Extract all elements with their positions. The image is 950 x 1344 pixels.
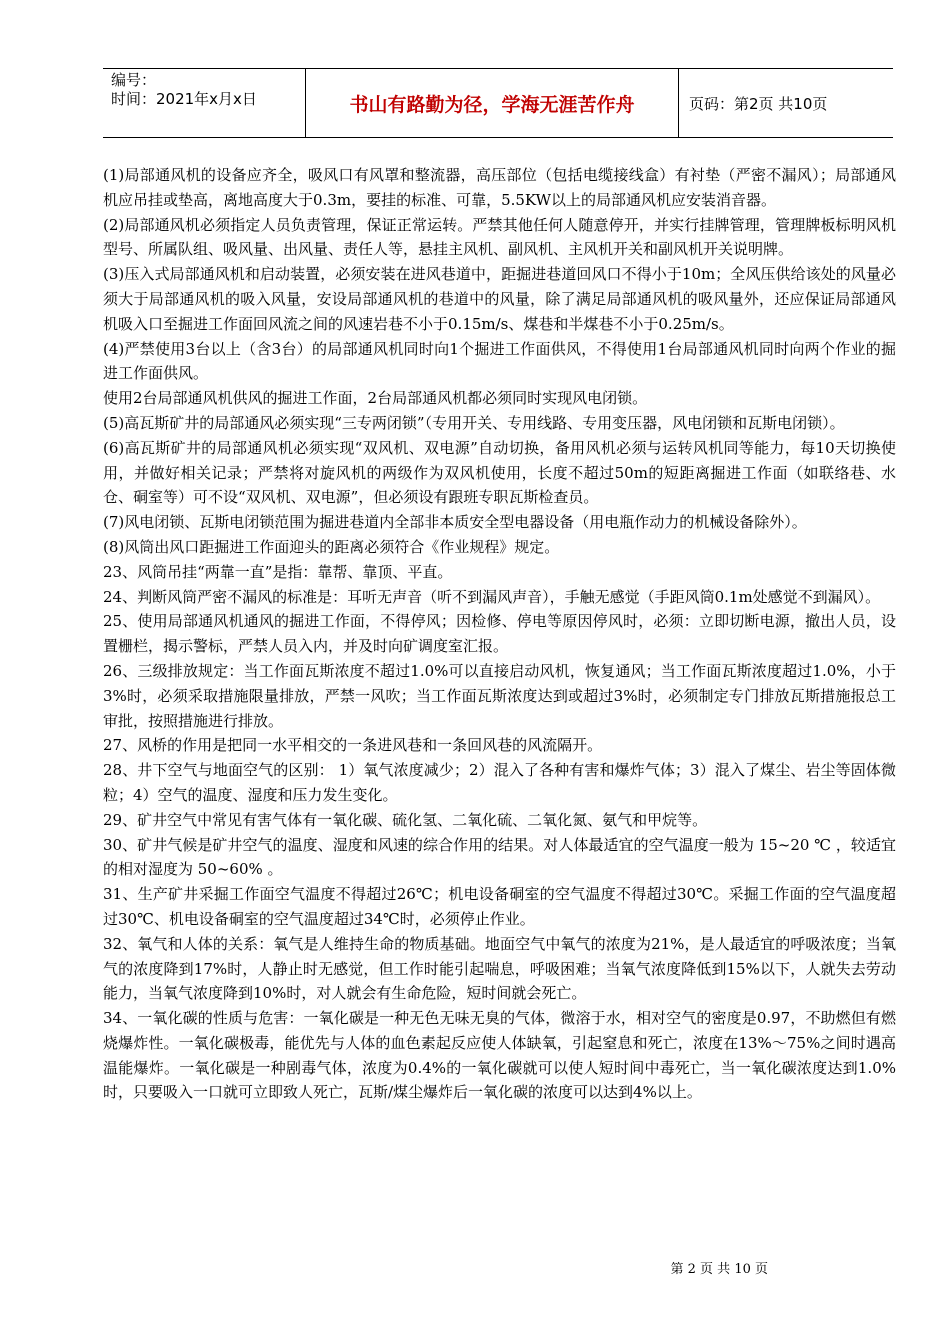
- paragraph: (3)压入式局部通风机和启动装置，必须安装在进风巷道中，距掘进巷道回风口不得小于10m；全风压供给该处的风量必须大于局部通风机的吸入风量，安设局部通风机的巷道中的风量，除了满足局部通风机的吸风量外，还应保证局部通风机吸入口至掘进工作面回风流之间的风速岩巷不小于0.15m/s、煤巷和半煤巷不小于0.25m/s。: [103, 265, 896, 333]
- paragraph: 使用2台局部通风机供风的掘进工作面，2台局部通风机都必须同时实现风电闭锁。: [103, 389, 648, 408]
- paragraph: (1)局部通风机的设备应齐全，吸风口有风罩和整流器，高压部位（包括电缆接线盒）有衬垫（严密不漏风）；局部通风机应吊挂或垫高，离地高度大于0.3m，要挂的标准、可靠，5.5KW以上的局部通风机应安装消音器。: [103, 166, 896, 209]
- paragraph: (6)高瓦斯矿井的局部通风机必须实现“双风机、双电源”自动切换，备用风机必须与运转风机同等能力，每10天切换使用，并做好相关记录；严禁将对旋风机的两级作为双风机使用，长度不超过50m的短距离掘进工作面（如联络巷、水仓、硐室等）可不设“双风机、双电源”，但必须设有跟班专职瓦斯检查员。: [103, 438, 896, 507]
- page-header: [103, 68, 893, 138]
- header-meta: [103, 69, 305, 137]
- paragraph: 29、矿井空气中常见有害气体有一氧化碳、硫化氢、二氧化硫、二氧化氮、氨气和甲烷等。: [103, 810, 708, 829]
- paragraph: 27、风桥的作用是把同一水平相交的一条进风巷和一条回风巷的风流隔开。: [103, 736, 603, 755]
- paragraph: 31、生产矿井采掘工作面空气温度不得超过26℃；机电设备硐室的空气温度不得超过30℃。采掘工作面的空气温度超过30℃、机电设备硐室的空气温度超过34℃时，必须停止作业。: [103, 885, 896, 928]
- paragraph: (4)严禁使用3台以上（含3台）的局部通风机同时向1个掘进工作面供风，不得使用1台局部通风机同时向两个作业的掘进工作面供风。: [103, 339, 896, 383]
- header-motto: 书山有路勤为径，学海无涯苦作舟: [305, 69, 679, 137]
- paragraph: (2)局部通风机必须指定人员负责管理，保证正常运转。严禁其他任何人随意停开，并实行挂牌管理，管理牌板标明风机型号、所属队组、吸风量、出风量、责任人等，悬挂主风机、副风机、主风机开关和副风机开关说明牌。: [103, 215, 896, 259]
- paragraph: 30、矿井气候是矿井空气的温度、湿度和风速的综合作用的结果。对人体最适宜的空气温度一般为 15~20 ℃ ，较适宜的相对湿度为 50~60% 。: [103, 835, 896, 879]
- paragraph: 26、三级排放规定：当工作面瓦斯浓度不超过1.0%可以直接启动风机，恢复通风；当工作面瓦斯浓度超过1.0%，小于3%时，必须采取措施限量排放，严禁一风吹；当工作面瓦斯浓度达到或超过3%时，必须制定专门排放瓦斯措施报总工审批，按照措施进行排放。: [103, 661, 896, 730]
- paragraph: 24、判断风筒严密不漏风的标准是：耳听无声音（听不到漏风声音），手触无感觉（手距风筒0.1m处感觉不到漏风）。: [103, 587, 881, 606]
- header-page-label: 页码：第2页 共10页: [689, 94, 828, 113]
- paragraph: 28、井下空气与地面空气的区别： 1）氧气浓度减少；2）混入了各种有害和爆炸气体；3）混入了煤尘、岩尘等固体微粒；4）空气的温度、湿度和压力发生变化。: [103, 761, 896, 804]
- number-label: 编号：: [111, 71, 157, 89]
- paragraph: 34、一氧化碳的性质与危害：一氧化碳是一种无色无味无臭的气体，微溶于水，相对空气的密度是0.97，不助燃但有燃烧爆炸性。一氧化碳极毒，能优先与人体的血色素起反应使人体缺氧，引起窒息和死亡，浓度在13%～75%之间时遇高温能爆炸。一氧化碳是一种剧毒气体，浓度为0.4%的一氧化碳就可以使人短时间中毒死亡，当一氧化碳浓度达到1.0%时，只要吸入一口就可立即致人死亡，瓦斯/煤尘爆炸后一氧化碳的浓度可以达到4%以上。: [103, 1009, 896, 1102]
- paragraph: 23、风筒吊挂“两靠一直”是指：靠帮、靠顶、平直。: [103, 562, 453, 581]
- paragraph: (7)风电闭锁、瓦斯电闭锁范围为掘进巷道内全部非本质安全型电器设备（用电瓶作动力的机械设备除外）。: [103, 513, 807, 532]
- time-label: 时间：2021年x月x日: [111, 90, 257, 108]
- paragraph: 32、氧气和人体的关系：氧气是人维持生命的物质基础。地面空气中氧气的浓度为21%，是人最适宜的呼吸浓度；当氧气的浓度降到17%时，人静止时无感觉，但工作时能引起喘息，呼吸困难；当氧气浓度降低到15%以下，人就失去劳动能力，当氧气浓度降到10%时，对人就会有生命危险，短时间就会死亡。: [103, 934, 896, 1003]
- paragraph: (5)高瓦斯矿井的局部通风必须实现“三专两闭锁”（专用开关、专用线路、专用变压器，风电闭锁和瓦斯电闭锁）。: [103, 413, 845, 432]
- paragraph: 25、使用局部通风机通风的掘进工作面，不得停风；因检修、停电等原因停风时，必须：立即切断电源，撤出人员，设置栅栏，揭示警标，严禁人员入内，并及时向矿调度室汇报。: [103, 612, 896, 656]
- paragraph: (8)风筒出风口距掘进工作面迎头的距离必须符合《作业规程》规定。: [103, 537, 560, 556]
- document-body: [103, 163, 896, 1105]
- page-footer: 第 2 页 共 10 页: [670, 1262, 768, 1277]
